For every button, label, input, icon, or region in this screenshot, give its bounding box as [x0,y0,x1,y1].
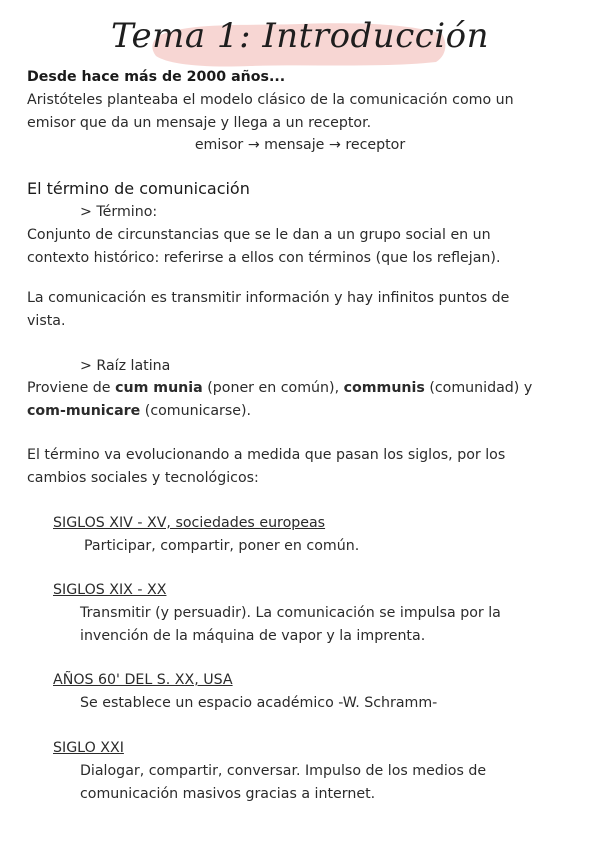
termino-line-1: Conjunto de circunstancias que se le dan a un grupo social en un [27,227,491,243]
period-desc-cont: comunicación masivos gracias a internet. [80,786,376,802]
intro-heading: Desde hace más de 2000 años... [27,69,286,85]
evolution-line-2: cambios sociales y tecnológicos: [27,470,259,486]
period-label: SIGLO XXI [53,740,124,756]
raiz-label: > Raíz latina [80,358,171,374]
raiz-text-3: (comunidad) y [424,380,533,396]
period-desc-cont: invención de la máquina de vapor y la imprenta. [80,628,426,644]
communication-model: emisor → mensaje → receptor [194,137,406,153]
termino-label: > Término: [80,204,158,220]
period-label: AÑOS 60' DEL S. XX, USA [53,672,233,688]
period-label: SIGLOS XIX - XX [53,582,167,598]
period-desc: Participar, compartir, poner en común. [84,538,360,554]
intro-line-1: Aristóteles planteaba el modelo clásico de la comunicación como un [27,92,514,108]
raiz-term-cum-munia: cum munia [115,380,203,396]
period-desc: Se establece un espacio académico -W. Schramm- [80,695,438,711]
raiz-text-4: (comunicarse). [140,403,252,419]
info-line-1: La comunicación es transmitir información y hay infinitos puntos de [27,290,510,306]
raiz-line-2 [27,400,251,423]
section-heading: El término de comunicación [27,179,250,198]
raiz-text-1: Proviene de [27,380,116,396]
raiz-term-com-municare: com-municare [27,403,141,419]
raiz-text-2: (poner en común), [202,380,344,396]
period-desc: Dialogar, compartir, conversar. Impulso de los medios de [80,763,487,779]
period-desc: Transmitir (y persuadir). La comunicación se impulsa por la [80,605,501,621]
period-label: SIGLOS XIV - XV, sociedades europeas [53,515,326,531]
title-block [0,8,600,68]
termino-line-2: contexto histórico: referirse a ellos con términos (que los reflejan). [27,250,501,266]
raiz-term-communis: communis [343,380,425,396]
page-title: Tema 1: Introducción [110,16,490,56]
raiz-line-1 [27,377,532,400]
info-line-2: vista. [27,313,66,329]
evolution-line-1: El término va evolucionando a medida que pasan los siglos, por los [27,447,506,463]
intro-line-2: emisor que da un mensaje y llega a un receptor. [27,115,372,131]
